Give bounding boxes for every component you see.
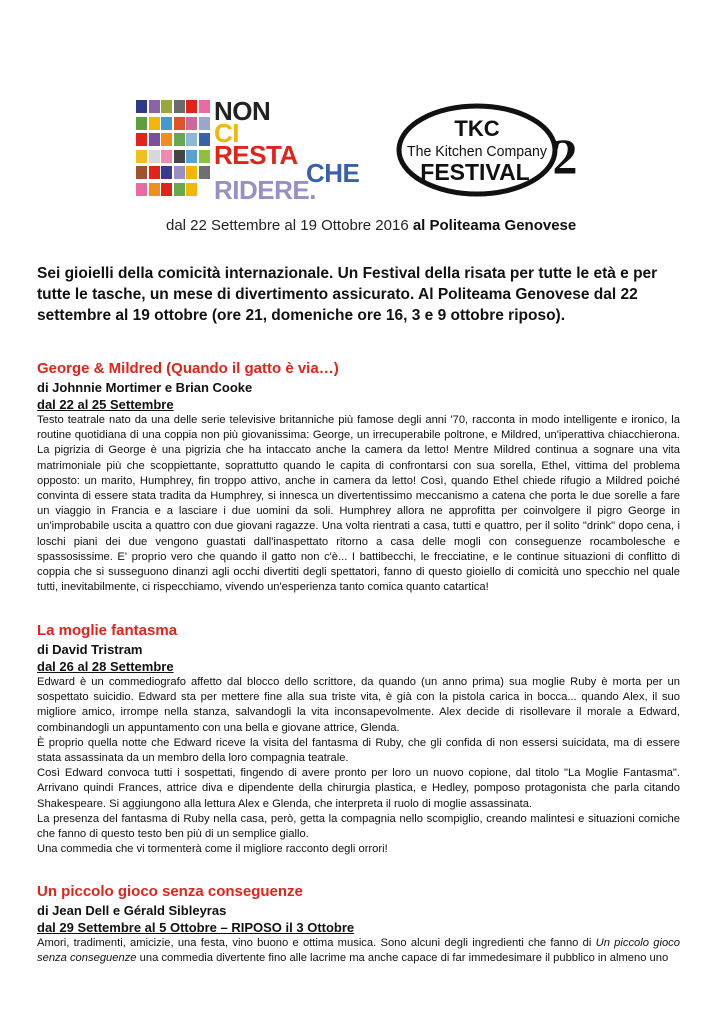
color-square: [136, 133, 147, 146]
color-square: [136, 150, 147, 163]
show-un-piccolo-gioco: [37, 882, 680, 966]
intro-paragraph: Sei gioielli della comicità internazionale. Un Festival della risata per tutte le età e per tutte le tasche, un mese di divertimento assicurato. Al Politeama Genovese dal 22 settembre al 19 ottobre (ore 21, domeniche ore 16, 3 e 9 ottobre riposo).: [37, 265, 658, 324]
show-paragraph: È proprio quella notte che Edward riceve la visita del fantasma di Ruby, che gli confida di non essersi suicidata, ma di essere stata assassinata da un membro della loro compagnia teatrale.: [37, 736, 680, 765]
color-square: [199, 133, 210, 146]
tkc-letters: TKC: [454, 116, 500, 141]
color-square: [174, 150, 185, 163]
color-square: [149, 150, 160, 163]
show-dates: dal 29 Settembre al 5 Ottobre – RIPOSO il 3 Ottobre: [37, 920, 355, 935]
show-la-moglie-fantasma: [37, 621, 680, 857]
logo-word-resta: RESTA: [214, 140, 298, 170]
color-square: [199, 150, 210, 163]
show-paragraph: [37, 936, 680, 966]
show-author: di David Tristram: [37, 642, 143, 657]
color-square: [199, 117, 210, 130]
color-square: [174, 166, 185, 179]
color-square: [186, 133, 197, 146]
paragraph-text: una commedia divertente fino alle lacrime ma anche capace di far immedesimare il pubblico in almeno uno: [136, 952, 669, 965]
color-square: [199, 166, 210, 179]
show-paragraph: Testo teatrale nato da una delle serie televisive britanniche più famose degli anni '70, racconta in modo intelligente e ironico, la routine quotidiana di una coppia non più giovanissima: George, un irrecuperabile poltrone, e Mildred, un'iperattiva chiacchierona. La pigrizia di George è una pigrizia che ha intaccato anche la camera da letto! Mentre Mildred continua a sognare una vita matrimoniale più che scoppiettante, soprattutto quando le capita di confrontarsi con sua sorella, Ethel, vittima del problema opposto: un marito, Humphrey, fin troppo attivo, anche in camera da letto! Così, quando Ethel chiede rifugio a Mildred poiché convinta di essere stata tradita da Humphrey, si innesca un divertentissimo meccanismo a catena che porta le due sorelle a fare un viaggio in Francia e a lasciare i due uomini da soli. Humphrey allora ne approfitta per coinvolgere il pigro George in un'improbabile uscita a quattro con due giovani ragazze. Una volta rientrati a casa, tutti e quattro, per il solito "drink" dopo cena, i loschi piani dei due vengono guastati dall'inaspettato ritorno a casa delle mogli con conseguenze rocambolesche e spassosissime. E' proprio vero che quando il gatto non c'è... I battibecchi, le frecciatine, e le continue situazioni di conflitto di coppia che si susseguono dinanzi agli occhi divertiti degli spettatori, fanno di questo gioiello di comicità uno specchio nel quale tutti, inevitabilmente, ci rispecchiamo, vivendo un'esperienza tanto comica quanto catartica!: [37, 414, 680, 594]
show-dates: dal 26 al 28 Settembre: [37, 659, 174, 674]
color-square: [149, 117, 160, 130]
show-description: [37, 936, 680, 966]
show-author: di Jean Dell e Gérald Sibleyras: [37, 903, 227, 918]
show-paragraph: La presenza del fantasma di Ruby nella casa, però, getta la compagnia nello scompiglio, creando malintesi e situazioni comiche che fanno di questo testo ben più di un semplice giallo.: [37, 812, 680, 841]
non-ci-resta-che-ridere-logo: [136, 96, 361, 205]
festival-dates: dal 22 Settembre al 19 Ottobre 2016: [166, 217, 413, 234]
festival-dates-line: [166, 217, 576, 234]
show-title: Un piccolo gioco senza conseguenze: [37, 883, 303, 900]
color-square: [161, 183, 172, 196]
show-title: George & Mildred (Quando il gatto è via…): [37, 360, 339, 377]
show-paragraph: Così Edward convoca tutti i sospettati, fingendo di avere pronto per loro un nuovo copione, dal titolo "La Moglie Fantasma". Arrivano quindi Frances, attrice diva e dipendente della chirurgia plastica, e Hedley, pomposo protagonista che parla citando Shakespeare. Si aggiungono alla lettura Alex e Glenda, che interpreta il ruolo di moglie assassinata.: [37, 767, 680, 810]
show-dates: dal 22 al 25 Settembre: [37, 397, 174, 412]
color-square: [186, 183, 197, 196]
color-square: [186, 166, 197, 179]
tkc-company-name: The Kitchen Company: [407, 143, 548, 160]
color-square: [174, 100, 185, 113]
color-square: [149, 166, 160, 179]
color-square: [161, 133, 172, 146]
show-description: [37, 675, 680, 857]
logo-word-ridere: RIDERE.: [214, 175, 316, 205]
color-square: [149, 133, 160, 146]
color-squares-grid: [136, 100, 212, 200]
color-square: [149, 100, 160, 113]
color-square: [136, 117, 147, 130]
color-square: [136, 100, 147, 113]
tkc-logo-graphic: [395, 100, 595, 200]
paragraph-text: Amori, tradimenti, amicizie, una festa, vino buono e ottima musica. Sono alcuni degli ingredienti che fanno di: [37, 937, 596, 949]
color-square: [174, 117, 185, 130]
show-description: [37, 413, 680, 595]
color-square: [174, 183, 185, 196]
color-square: [161, 117, 172, 130]
color-square: [149, 183, 160, 196]
show-paragraph: Una commedia che vi tormenterà come il migliore racconto degli orrori!: [37, 843, 388, 856]
color-square: [174, 133, 185, 146]
logo-word-che: CHE: [306, 158, 360, 188]
color-square: [161, 100, 172, 113]
paragraph-italic-title: Un piccolo gioco senza conseguenze: [37, 937, 680, 965]
color-square: [199, 100, 210, 113]
color-square: [136, 166, 147, 179]
color-square: [161, 166, 172, 179]
color-square: [186, 100, 197, 113]
color-square: [186, 150, 197, 163]
logo-word-non: NON: [214, 96, 271, 126]
logo-word-ci: CI: [214, 118, 239, 148]
tkc-festival-logo: [395, 100, 595, 200]
show-title: La moglie fantasma: [37, 622, 178, 639]
color-square: [136, 183, 147, 196]
festival-venue: al Politeama Genovese: [412, 217, 577, 234]
show-george-mildred: [37, 359, 680, 595]
show-author: di Johnnie Mortimer e Brian Cooke: [37, 380, 253, 395]
show-paragraph: Edward è un commediografo affetto dal blocco dello scrittore, da quando (un anno prima) sua moglie Ruby è morta per un sospettato suicidio. Edward sta per mettere fine alla sua triste vita, è già con la pistola carica in bocca... quando Alex, il suo migliore amico, irrompe nella stanza, salvandogli la vita inconsapevolmente. Alex decide di risollevare il morale a Edward, combinandogli un appuntamento con una bella e giovane attrice, Glenda.: [37, 676, 680, 734]
color-square: [186, 117, 197, 130]
tkc-festival-word: FESTIVAL: [420, 159, 530, 185]
tkc-edition-number: 2: [552, 128, 578, 184]
color-square: [161, 150, 172, 163]
